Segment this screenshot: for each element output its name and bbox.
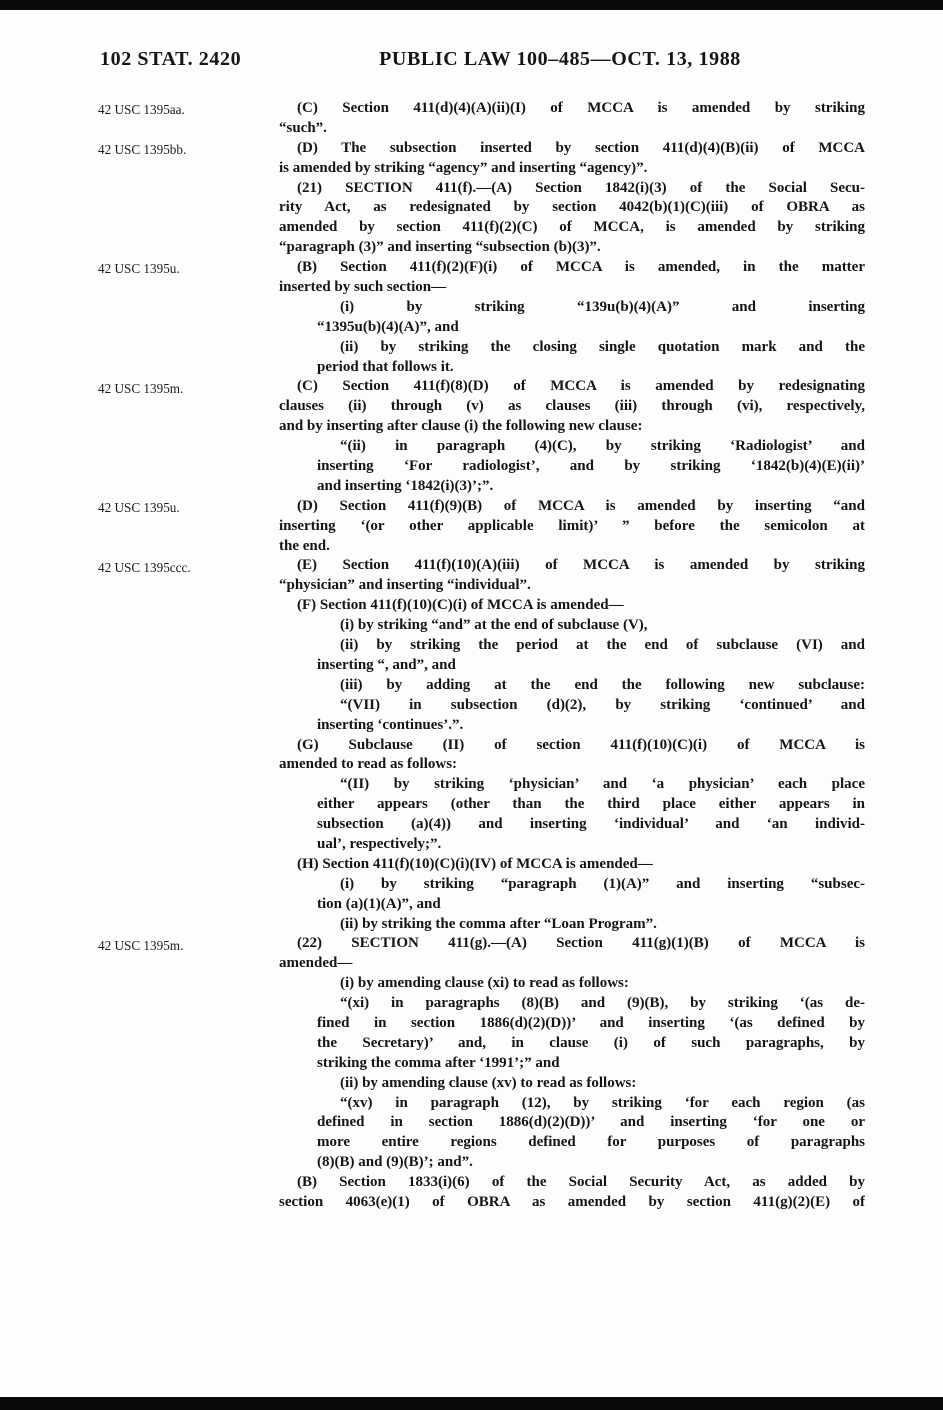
- statute-line: period that follows it.: [317, 358, 454, 375]
- statute-line: amended to read as follows:: [279, 756, 458, 773]
- statute-line: (E) Section 411(f)(10)(A)(iii) of MCCA is amended by striking: [297, 557, 865, 574]
- statute-line: is amended by striking “agency” and inserting “agency)”.: [279, 159, 648, 176]
- statute-line: either appears (other than the third place either appears in: [317, 796, 865, 813]
- usc-margin-note: 42 USC 1395m.: [98, 380, 184, 396]
- statute-line: (B) Section 411(f)(2)(F)(i) of MCCA is amended, in the matter: [297, 259, 865, 276]
- statute-line: (i) by striking “139u(b)(4)(A)” and inserting: [340, 298, 865, 315]
- statute-line: (8)(B) and (9)(B)’; and”.: [317, 1154, 473, 1171]
- statute-line: inserting ‘continues’.”.: [317, 716, 464, 733]
- statute-line: and by inserting after clause (i) the following new clause:: [279, 418, 643, 435]
- statute-line: (i) by amending clause (xi) to read as follows:: [340, 975, 629, 992]
- scan-edge-top: [0, 0, 943, 10]
- statute-line: the Secretary)’ and, in clause (i) of such paragraphs, by: [317, 1034, 865, 1051]
- statute-line: “paragraph (3)” and inserting “subsection (b)(3)”.: [279, 239, 601, 256]
- statute-line: and inserting ‘1842(i)(3)’;”.: [317, 477, 494, 494]
- statute-text-column: [279, 99, 865, 1213]
- statute-line: (D) The subsection inserted by section 411(d)(4)(B)(ii) of MCCA: [297, 139, 865, 156]
- usc-margin-note: 42 USC 1395u.: [98, 500, 180, 515]
- statute-line: subsection (a)(4)) and inserting ‘individual’ and ‘an individ-: [317, 816, 865, 833]
- statute-line: (i) by striking “paragraph (1)(A)” and inserting “subsec-: [340, 875, 865, 892]
- statute-line: inserting “, and”, and: [317, 656, 456, 673]
- statute-line: fined in section 1886(d)(2)(D))’ and inserting ‘(as defined by: [317, 1014, 865, 1031]
- statute-line: “(II) by striking ‘physician’ and ‘a physician’ each place: [340, 776, 865, 793]
- statute-line: amended by section 411(f)(2)(C) of MCCA, is amended by striking: [279, 219, 865, 236]
- scan-edge-bottom: [0, 1397, 943, 1410]
- statute-line: (ii) by striking the period at the end of subclause (VI) and: [340, 637, 865, 654]
- statute-line: section 4063(e)(1) of OBRA as amended by section 411(g)(2)(E) of: [279, 1193, 865, 1210]
- law-title-header: PUBLIC LAW 100–485—OCT. 13, 1988: [379, 48, 741, 70]
- statute-line: “physician” and inserting “individual”.: [279, 577, 531, 594]
- statute-line: (H) Section 411(f)(10)(C)(i)(IV) of MCCA is amended—: [297, 855, 653, 872]
- usc-margin-note: 42 USC 1395u.: [98, 261, 180, 277]
- statute-line: defined in section 1886(d)(2)(D))’ and inserting ‘for one or: [317, 1114, 865, 1131]
- statute-line: “1395u(b)(4)(A)”, and: [317, 318, 459, 335]
- usc-margin-note: 42 USC 1395bb.: [98, 141, 187, 157]
- statute-line: (21) SECTION 411(f).—(A) Section 1842(i)(3) of the Social Secu-: [297, 179, 865, 196]
- statute-line: clauses (ii) through (v) as clauses (iii) through (vi), respectively,: [279, 398, 865, 415]
- usc-margin-note: 42 USC 1395ccc.: [98, 559, 191, 575]
- statute-line: “(ii) in paragraph (4)(C), by striking ‘Radiologist’ and: [340, 438, 865, 455]
- statute-line: (ii) by striking the comma after “Loan Program”.: [340, 915, 657, 932]
- statute-line: “(xv) in paragraph (12), by striking ‘for each region (as: [340, 1094, 865, 1111]
- statute-line: “(xi) in paragraphs (8)(B) and (9)(B), by striking ‘(as de-: [340, 995, 865, 1012]
- statute-line: (G) Subclause (II) of section 411(f)(10)(C)(i) of MCCA is: [297, 736, 865, 753]
- statute-line: striking the comma after ‘1991’;” and: [317, 1054, 560, 1071]
- statute-line: “(VII) in subsection (d)(2), by striking ‘continued’ and: [340, 696, 865, 713]
- statute-line: ual’, respectively;”.: [317, 835, 442, 852]
- statute-line: (22) SECTION 411(g).—(A) Section 411(g)(1)(B) of MCCA is: [297, 935, 865, 952]
- statute-line: (ii) by striking the closing single quotation mark and the: [340, 338, 865, 355]
- statute-line: inserting ‘For radiologist’, and by striking ‘1842(b)(4)(E)(ii)’: [317, 458, 865, 475]
- statute-line: rity Act, as redesignated by section 4042(b)(1)(C)(iii) of OBRA as: [279, 199, 865, 216]
- statute-line: the end.: [279, 537, 330, 554]
- stat-page-number: 102 STAT. 2420: [100, 48, 242, 70]
- statute-line: more entire regions defined for purposes of paragraphs: [317, 1134, 865, 1151]
- statute-line: (D) Section 411(f)(9)(B) of MCCA is amended by inserting “and: [297, 497, 865, 514]
- usc-margin-note: 42 USC 1395aa.: [98, 102, 185, 117]
- statute-line: inserted by such section—: [279, 279, 447, 296]
- statute-line: (C) Section 411(f)(8)(D) of MCCA is amended by redesignating: [297, 378, 865, 395]
- statute-line: inserting ‘(or other applicable limit)’ ” before the semicolon at: [279, 517, 865, 534]
- usc-margin-note: 42 USC 1395m.: [98, 937, 184, 953]
- statute-line: (F) Section 411(f)(10)(C)(i) of MCCA is amended—: [297, 597, 624, 614]
- statute-line: tion (a)(1)(A)”, and: [317, 895, 441, 912]
- statute-line: “such”.: [279, 119, 327, 136]
- statute-line: (C) Section 411(d)(4)(A)(ii)(I) of MCCA is amended by striking: [297, 100, 865, 116]
- statute-line: (iii) by adding at the end the following new subclause:: [340, 676, 865, 693]
- statute-line: (ii) by amending clause (xv) to read as follows:: [340, 1074, 637, 1091]
- statute-line: amended—: [279, 955, 353, 972]
- statute-line: (B) Section 1833(i)(6) of the Social Security Act, as added by: [297, 1174, 865, 1191]
- statute-line: (i) by striking “and” at the end of subclause (V),: [340, 617, 648, 634]
